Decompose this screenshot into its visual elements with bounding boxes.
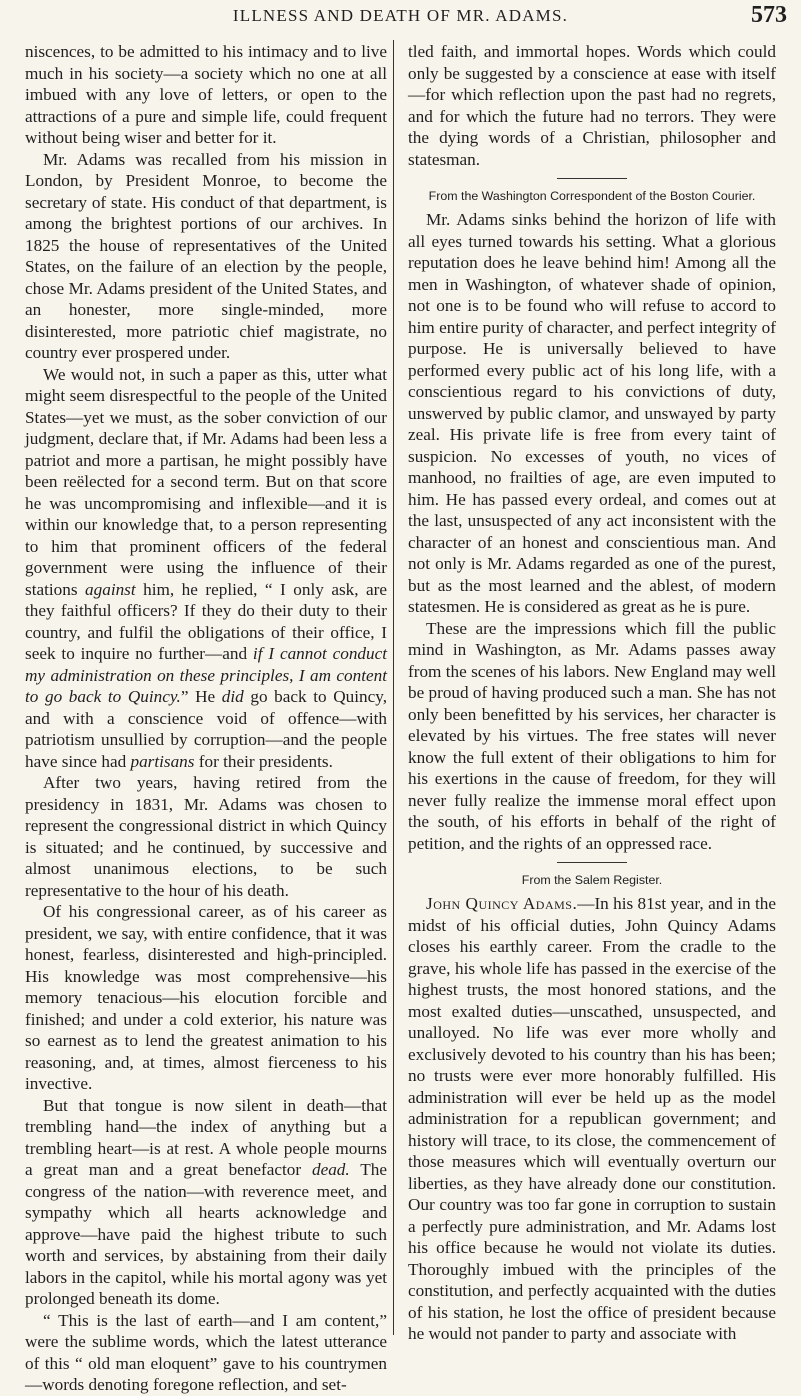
page-number: 573 [751,2,787,28]
paragraph: niscences, to be admitted to his intimacy and to live much in his society—a society which no one at all imbued with any love of letters, or open to the attractions of a pure and simple life, could frequent without being wiser and better for it. [25,42,387,147]
italic-text: dead. [311,1160,350,1179]
text-run: We would not, in such a paper as this, utter what might seem disrespectful to the people of the United States—yet we must, as the sober conviction of our judgment, declare that, if Mr. Adams had been less a patriot and more a partisan, he might possibly have been reëlected for a second term. But on that score he was uncompromising and inflexible—and it is within our knowledge that, to a person representing to him that prominent officers of the federal government were using the influence of their stations [25,364,387,599]
paragraph [25,364,387,773]
paragraph: Of his congressional career, as of his career as president, we say, with entire confidence, that it was honest, fearless, disinterested and high-principled. His knowledge was most comprehensive—his memory tenacious—his elocution forcible and finished; and under a cold exterior, his nature was so earnest as to lend the greatest animation to his reasoning, and, at times, almost fierceness to his invective. [25,902,387,1093]
text-run: —In his 81st year, and in the midst of his official duties, John Quincy Adams closes his earthly career. From the cradle to the grave, his whole life has passed in the exercise of the highest trusts, the most honored stations, and the most exalted duties—unscathed, unsuspected, and unalloyed. No life was ever more wholly and exclusively devoted to his country than his has been; no trusts were ever more honorably fulfilled. His administration will ever be held up as the model administration for a republican government; and history will trace, to its close, the commencement of those measures which will eventually overturn our liberties, as they have already done our constitution. Our country was too far gone in corruption to sustain a perfectly pure administration, and Mr. Adams lost his office because he would not violate its duties. Thoroughly imbued with the principles of the constitution, and perfectly acquainted with the duties of his station, he lost the office of president because he would not pander to party and associate with [408,894,776,1343]
section-divider [557,178,627,179]
italic-text: partisans [130,751,195,771]
text-run: But that tongue is now silent in death—that trembling hand—the index of anything but a trembling heart—is at rest. A whole people mourns a great man and a great benefactor [25,1095,387,1179]
text-run: go back to Quincy, and with a conscience void of offence—with patriotism unsullied by corruption—and the people have since had [25,687,388,771]
paragraph: These are the impressions which fill the public mind in Washington, as Mr. Adams passes away from the scenes of his labors. New England may well be proud of having produced such a man. She has not only been benefitted by his services, her character is elevated by his virtues. The free states will never know the full extent of their obligations to him for his exertions in the cause of freedom, for they will never fully realize the immense moral effect upon the south, of his efforts in behalf of the right of petition, and the rights of an oppressed race. [408,618,777,853]
paragraph: “ This is the last of earth—and I am content,” were the sublime words, which the latest utterance of this “ old man eloquent” gave to his countrymen—words denoting foregone reflection, and set- [25,1310,387,1394]
italic-text: if I cannot conduct my administration on these principles, I am content to go back to Quincy. [25,644,388,706]
source-note: From the Salem Register. [521,873,663,887]
text-run: The congress of the nation—with reverence meet, and sympathy which all hearts acknowledge and approve—have paid the highest tribute to such worth and services, by abstaining from their daily labors in the capitol, while his mortal agony was yet prolonged beneath its dome. [25,1160,387,1308]
text-run: ” He [180,687,222,706]
section-divider [557,862,627,863]
paragraph: After two years, having retired from the presidency in 1831, Mr. Adams was chosen to represent the congressional district in which Quincy is situated; and he continued, by successive and almost unanimous elections, to be such representative to the hour of his death. [25,773,387,900]
running-head [0,2,801,32]
right-column [408,41,776,1345]
paragraph [25,1095,387,1310]
paragraph [408,893,776,1345]
italic-text: did [221,687,244,706]
source-note: From the Washington Correspondent of the Boston Courier. [428,189,756,203]
lead-title: John Quincy Adams. [426,894,578,913]
italic-text: against [85,579,136,599]
running-title: ILLNESS AND DEATH OF MR. ADAMS. [232,6,569,25]
paragraph: Mr. Adams was recalled from his mission in London, by President Monroe, to become the secretary of state. His conduct of that department, is among the brightest portions of our archives. In 1825 the house of representatives of the United States, on the failure of an election by the people, chose Mr. Adams president of the United States, and an honester, more single-minded, more disinterested, more patriotic chief magistrate, no country ever prospered under. [25,149,387,362]
text-run: him, he replied, “ I only ask, are they faithful officers? If they do their duty to their country, and fulfil the obligations of their office, I seek to inquire no further—and [25,579,387,663]
left-column [25,41,387,1396]
column-divider [393,40,394,1335]
paragraph: tled faith, and immortal hopes. Words which could only be suggested by a conscience at ease with itself—for which reflection upon the past had no regrets, and for which the future had no terrors. They were the dying words of a Christian, philosopher and statesman. [408,42,776,169]
paragraph: Mr. Adams sinks behind the horizon of life with all eyes turned towards his setting. What a glorious reputation does he leave behind him! Among all the men in Washington, of whatever shade of opinion, not one is to be found who will refuse to accord to him entire purity of character, and perfect integrity of purpose. He is universally believed to have performed every public act of his long life, with a conscientious regard to his convictions of duty, unswerved by public clamor, and unswayed by party zeal. His private life is free from every taint of suspicion. No excesses of youth, no vices of manhood, no frailties of age, are even imputed to him. He has passed every ordeal, and comes out at the last, unsuspected of any act inconsistent with the character of an honest and conscientious man. And not only is Mr. Adams regarded as one of the purest, but as the most learned and the ablest, of modern statesmen. He is considered as great as he is pure. [408,210,776,616]
text-run: for their presidents. [194,751,333,771]
